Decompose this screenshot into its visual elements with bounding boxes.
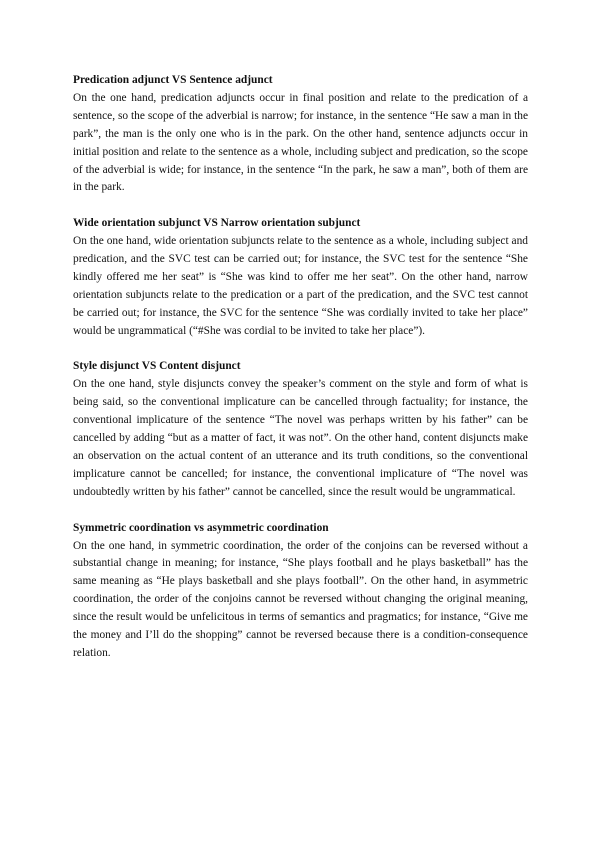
section-predication-adjunct <box>73 72 528 197</box>
section-coordination <box>73 520 528 663</box>
section-heading: Wide orientation subjunct VS Narrow orientation subjunct <box>73 217 361 230</box>
section-heading: Style disjunct VS Content disjunct <box>73 360 241 373</box>
section-orientation-subjunct <box>73 215 528 340</box>
section-heading: Predication adjunct VS Sentence adjunct <box>73 74 273 86</box>
section-heading: Symmetric coordination vs asymmetric coordination <box>73 521 329 534</box>
section-paragraph: On the one hand, in symmetric coordination, the order of the conjoins can be reversed without a substantial change in meaning; for instance, “She plays football and he plays basketball” has the same meaning as “He plays basketball and she plays football”. On the other hand, in asymmetric coordination, the order of the conjoins cannot be reversed without changing the original meaning, since the result would be unfelicitous in terms of semantics and pragmatics; for instance, “Give me the money and I’ll do the shopping” cannot be reversed because there is a condition-consequence relation. <box>73 539 528 659</box>
section-paragraph: On the one hand, wide orientation subjuncts relate to the sentence as a whole, including subject and predication, and the SVC test can be carried out; for instance, the SVC test for the sentence “She kindly offered me her seat” is “She was kind to offer me her seat”. On the other hand, narrow orientation subjuncts relate to the predication or a part of the predication, and the SVC test cannot be carried out; for instance, the SVC for the sentence “She was cordially invited to take her place” would be ungrammatical (“#She was cordial to be invited to take her place”). <box>73 235 528 337</box>
section-paragraph: On the one hand, style disjuncts convey the speaker’s comment on the style and form of what is being said, so the conventional implicature can be cancelled through factuality; for instance, the conventional implicature of the sentence “The novel was perhaps written by his father” can be cancelled by adding “but as a matter of fact, it was not”. On the other hand, content disjuncts make an observation on the actual content of an utterance and its truth conditions, so the conventional implicature cannot be cancelled; for instance, the conventional implicature of “The novel was undoubtedly written by his father” cannot be cancelled, since the result would be ungrammatical. <box>73 378 528 498</box>
section-style-content-disjunct <box>73 358 528 501</box>
document-page <box>73 72 528 681</box>
section-paragraph: On the one hand, predication adjuncts occur in final position and relate to the predication of a sentence, so the scope of the adverbial is narrow; for instance, in the sentence “He saw a man in the park”, the man is the only one who is in the park. On the other hand, sentence adjuncts occur in initial position and relate to the sentence as a whole, including subject and predication, so the scope of the adverbial is wide; for instance, in the sentence “In the park, he saw a man”, both of them are in the park. <box>73 91 528 194</box>
